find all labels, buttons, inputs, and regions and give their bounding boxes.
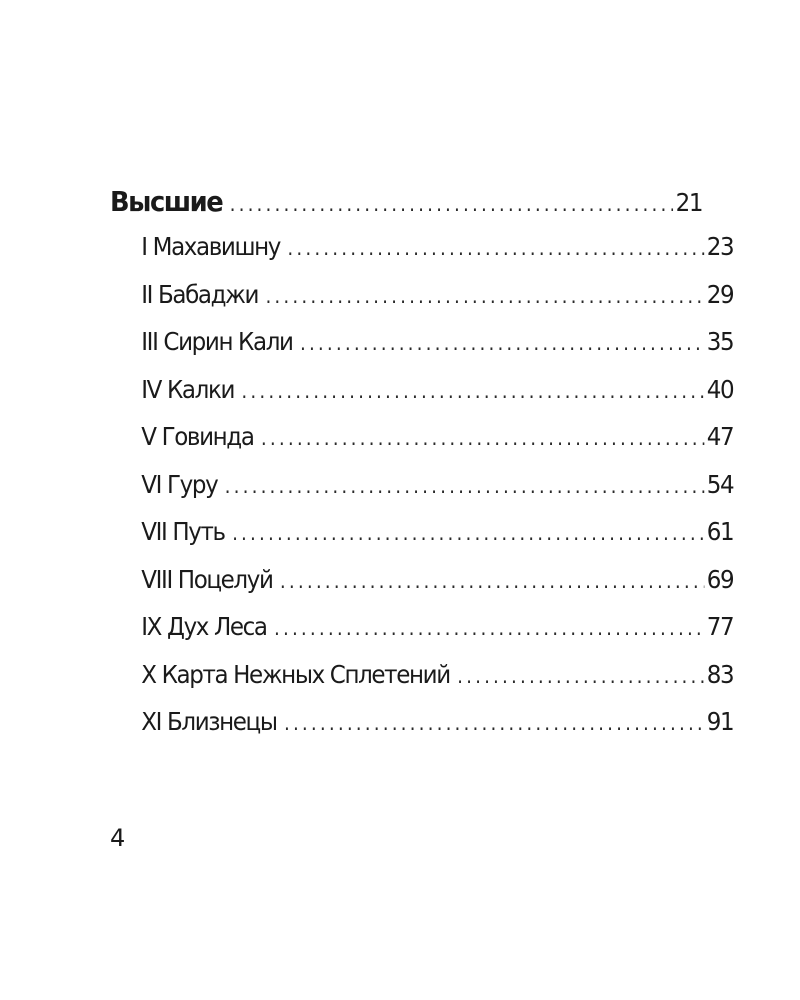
toc-item: [110, 329, 733, 377]
toc-heading-page: 21: [675, 188, 703, 217]
toc-leader-dots: [274, 618, 704, 638]
toc-leader-dots: [232, 523, 704, 543]
toc-item-title: VIII Поцелуй: [141, 564, 273, 594]
toc-item: [110, 564, 734, 615]
toc-item-title: IV Калки: [141, 374, 235, 404]
toc-leader-dots: [284, 713, 704, 733]
toc-item: [110, 424, 733, 472]
toc-leader-dots: [265, 286, 704, 306]
toc-item-page: 40: [706, 374, 734, 404]
toc-item-page: 91: [706, 707, 734, 736]
toc-item-title: VI Гуру: [141, 469, 218, 499]
toc-item: [110, 234, 733, 282]
toc-item-page: 29: [706, 279, 734, 309]
toc-item-page: 47: [706, 422, 734, 451]
toc-item-title: X Карта Нежных Сплетений: [141, 659, 450, 689]
toc-item-page: 83: [706, 659, 734, 689]
toc-item: [110, 659, 734, 710]
toc-leader-dots: [300, 333, 704, 353]
toc-item-title: III Сирин Кали: [141, 327, 293, 356]
toc-item-title: I Махавишну: [141, 232, 281, 261]
toc-item-title: V Говинда: [141, 422, 254, 451]
toc-item-title: VII Путь: [141, 517, 225, 546]
toc-item-page: 54: [706, 469, 734, 499]
toc-item-page: 61: [706, 517, 734, 546]
toc-item-title: II Бабаджи: [141, 279, 259, 309]
toc-leader-dots: [225, 476, 704, 496]
toc-section-heading: [110, 185, 703, 234]
toc-leader-dots: [280, 571, 704, 591]
toc-item: [110, 374, 734, 425]
toc-leader-dots: [261, 428, 704, 448]
toc-heading-title: Высшие: [110, 185, 223, 218]
toc-item-title: XI Близнецы: [141, 707, 277, 736]
toc-item-page: 35: [706, 327, 734, 356]
toc-leader-dots: [287, 238, 704, 258]
toc-item: [110, 469, 734, 520]
table-of-contents: [110, 185, 734, 757]
toc-item-page: 69: [706, 564, 734, 594]
toc-item-title: IX Дух Леса: [141, 612, 267, 641]
toc-item: [110, 709, 733, 757]
toc-item-page: 23: [706, 232, 734, 261]
toc-item: [110, 614, 733, 662]
toc-leader-dots: [230, 194, 673, 214]
toc-item-page: 77: [706, 612, 734, 641]
page-number: 4: [110, 824, 125, 852]
toc-item: [110, 279, 734, 330]
toc-leader-dots: [241, 381, 704, 401]
toc-leader-dots: [457, 666, 704, 686]
toc-item: [110, 519, 733, 567]
